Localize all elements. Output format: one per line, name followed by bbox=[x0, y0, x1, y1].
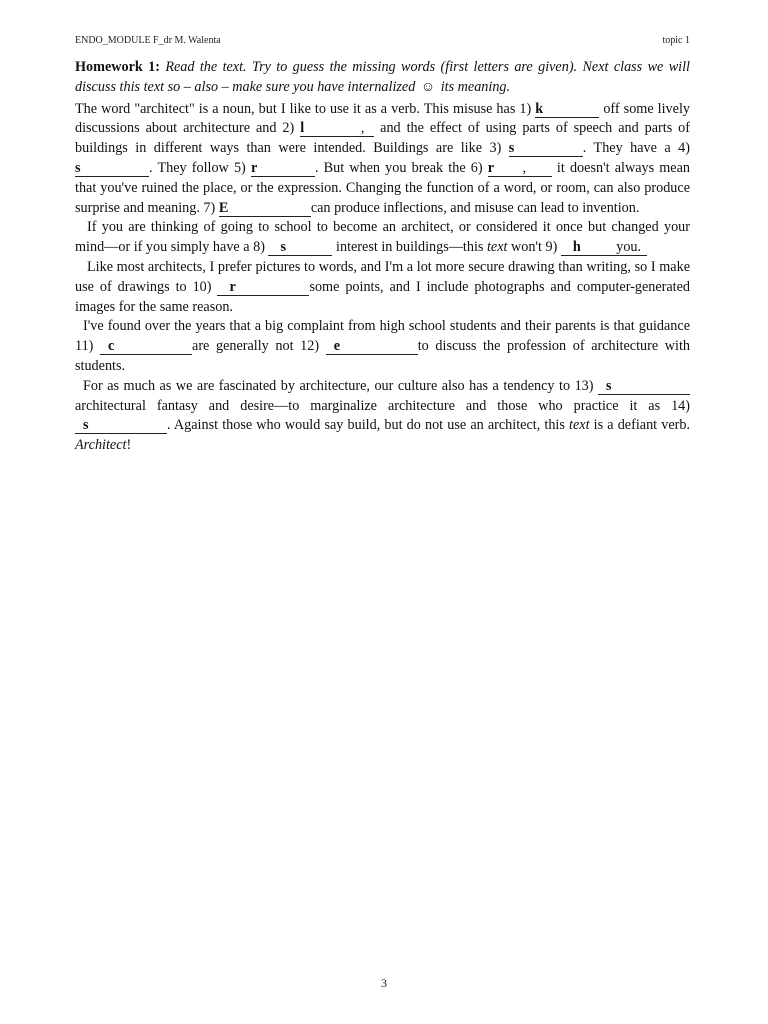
blank-number-4: 4) bbox=[678, 140, 690, 157]
blank-8[interactable] bbox=[268, 240, 332, 256]
p1-text: The word "architect" is a noun, but I like to use it as a verb. This misuse has bbox=[75, 100, 520, 117]
blank-number-1: 1) bbox=[519, 100, 536, 117]
p5-text: is a defiant verb. bbox=[589, 417, 691, 434]
blank-14[interactable] bbox=[75, 418, 167, 434]
blank-number-7: 7) bbox=[203, 199, 219, 216]
p4-text: I've found over the years that a big complaint from high school students and their parents is that guidance bbox=[83, 318, 690, 335]
blank-tail-2: , bbox=[360, 120, 365, 137]
blank-letter-6: r bbox=[487, 159, 495, 176]
blank-9[interactable] bbox=[561, 240, 647, 256]
homework-intro bbox=[75, 58, 690, 98]
blank-13[interactable] bbox=[598, 379, 690, 395]
blank-number-14: 14) bbox=[671, 397, 690, 414]
blank-tail-6: , bbox=[522, 159, 526, 176]
blank-tail-9: you. bbox=[616, 239, 642, 256]
p1-text: . They have a bbox=[582, 140, 679, 157]
blank-letter-11: c bbox=[108, 338, 115, 355]
blank-letter-10: r bbox=[229, 278, 236, 295]
homework-instruction bbox=[75, 59, 690, 95]
p3-text: some points, and I include photographs and computer-generated images for the same reason. bbox=[75, 278, 690, 315]
blank-number-9: 9) bbox=[545, 239, 561, 256]
blank-number-11: 11) bbox=[75, 338, 101, 355]
p5-text: architectural fantasy and desire—to marginalize architecture and those who practice it as bbox=[75, 397, 672, 414]
p1-text: . But when you break the bbox=[314, 159, 471, 176]
blank-letter-4: s bbox=[75, 159, 81, 176]
p5-emphasis: text bbox=[569, 417, 590, 434]
instruction-text-a: Read the text. Try to guess the missing words (first letters are given). Next class we will discuss this text so – also – make sure you have internalized bbox=[75, 59, 690, 95]
blank-number-6: 6) bbox=[470, 159, 488, 176]
p1-text: off some lively discussions about architecture and bbox=[75, 100, 690, 137]
blank-3[interactable] bbox=[509, 141, 583, 157]
blank-12[interactable] bbox=[326, 339, 418, 355]
blank-number-3: 3) bbox=[489, 140, 509, 157]
p5-text: . Against those who would say build, but do not use an architect, this bbox=[167, 417, 570, 434]
paragraph-1 bbox=[75, 100, 690, 219]
p2-text: If you are thinking of going to school to become an architect, or considered it once but changed your mind—or if you simply have a bbox=[75, 219, 690, 256]
paragraph-3 bbox=[75, 258, 690, 317]
p5-text: ! bbox=[126, 437, 132, 454]
blank-7[interactable] bbox=[219, 201, 311, 217]
blank-letter-3: s bbox=[508, 140, 515, 157]
header-module-label: ENDO_MODULE F_dr M. Walenta bbox=[75, 35, 221, 46]
blank-letter-5: r bbox=[250, 159, 258, 176]
blank-number-2: 2) bbox=[282, 120, 301, 137]
blank-6[interactable] bbox=[488, 161, 552, 177]
blank-letter-13: s bbox=[606, 377, 612, 394]
blank-number-12: 12) bbox=[300, 338, 326, 355]
blank-letter-1: k bbox=[535, 100, 544, 117]
p2-text: won't bbox=[507, 239, 546, 256]
document-body bbox=[75, 58, 690, 456]
homework-title: Homework 1: bbox=[75, 59, 160, 75]
blank-2[interactable] bbox=[300, 121, 374, 137]
p3-text: Like most architects, I prefer pictures to words, and I'm a lot more secure drawing than writing, so I make use of drawings to bbox=[75, 258, 690, 295]
p4-text: to discuss the profession of architecture with students. bbox=[75, 338, 691, 374]
blank-letter-8: s bbox=[280, 239, 287, 256]
blank-number-5: 5) bbox=[233, 159, 251, 176]
blank-number-10: 10) bbox=[192, 278, 218, 295]
header-topic-label: topic 1 bbox=[662, 35, 690, 46]
p1-text: it doesn't always mean that you've ruined the place, or the expression. Changing the function of a word, or room, can also produce surprise and meaning. bbox=[75, 159, 690, 216]
p5-text: For as much as we are fascinated by architecture, our culture also has a tendency to bbox=[83, 377, 575, 394]
blank-letter-2: l bbox=[300, 120, 305, 137]
blank-letter-12: e bbox=[333, 338, 341, 355]
p2-text: interest in buildings—this bbox=[332, 239, 487, 256]
p2-emphasis: text bbox=[486, 239, 508, 256]
blank-10[interactable] bbox=[217, 280, 309, 296]
blank-number-13: 13) bbox=[574, 377, 598, 394]
page-number: 3 bbox=[381, 976, 387, 990]
blank-1[interactable] bbox=[535, 102, 599, 118]
p5-emphasis-architect: Architect bbox=[75, 437, 127, 454]
blank-letter-7: E bbox=[218, 199, 229, 216]
blank-number-8: 8) bbox=[253, 239, 269, 256]
blank-4[interactable] bbox=[75, 161, 149, 177]
paragraph-2 bbox=[75, 218, 690, 258]
blank-5[interactable] bbox=[251, 161, 315, 177]
paragraph-5 bbox=[75, 377, 690, 456]
p1-text: can produce inflections, and misuse can lead to invention. bbox=[310, 199, 640, 216]
blank-letter-14: s bbox=[83, 417, 89, 434]
blank-letter-9: h bbox=[572, 239, 581, 256]
p4-text: are generally not bbox=[192, 338, 301, 355]
p1-text: and the effect of using parts of speech and parts of buildings in different ways than were intended. Buildings are like bbox=[75, 120, 690, 157]
paragraph-4 bbox=[75, 317, 690, 376]
smiley-icon: ☺ bbox=[420, 79, 436, 95]
instruction-text-b: its meaning. bbox=[440, 78, 511, 95]
blank-11[interactable] bbox=[100, 339, 192, 355]
p1-text: . They follow bbox=[149, 159, 234, 176]
